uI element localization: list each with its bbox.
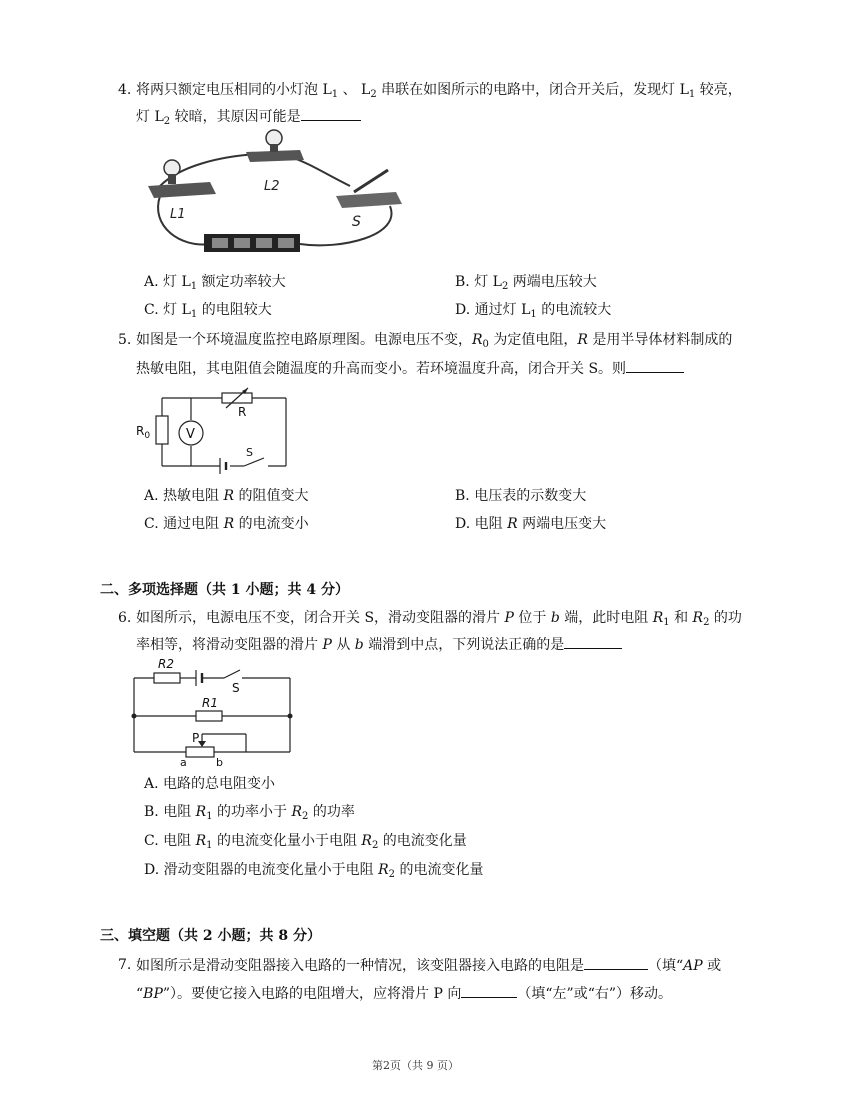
q4-option-d[interactable]: D. 通过灯 $L_1$ 的电流较大	[455, 302, 612, 320]
q6-label-s: S	[232, 681, 240, 695]
answer-blank-2[interactable]	[461, 983, 517, 998]
q7-number: 7.	[118, 957, 132, 973]
q5-label-r0: $R_0$	[136, 424, 151, 441]
page-footer: 第2页（共 9 页）	[372, 1059, 459, 1072]
answer-blank[interactable]	[301, 106, 361, 121]
q6-stem-line1: 如图所示，电源电压不变，闭合开关 S，滑动变阻器的滑片 P 位于 b 端，此时电阻 $R_1$ 和 $R_2$ 的功	[136, 610, 742, 628]
q6-label-r2: R2	[158, 657, 174, 671]
answer-blank[interactable]	[564, 634, 622, 649]
q4-stem-line2: 灯 $L_2$ 较暗，其原因可能是	[136, 106, 361, 127]
q6-label-p: P	[192, 731, 200, 745]
q5-option-d[interactable]: D. 电阻 R 两端电压变大	[455, 516, 607, 532]
q5-stem-line2: 热敏电阻，其电阻值会随温度的升高而变小。若环境温度升高，闭合开关 S。则	[136, 358, 684, 379]
q4-option-c[interactable]: C. 灯 $L_1$ 的电阻较大	[144, 302, 272, 320]
q6-circuit-figure	[128, 656, 298, 768]
q5-stem-line1: 如图是一个环境温度监控电路原理图。电源电压不变，$R_0$ 为定值电阻，R 是用半导体材料制成的	[136, 332, 733, 350]
q7-stem-line2: “BP”）。要使它接入电路的电阻增大，应将滑片 P 向 （填“左”或“右”）移动。	[136, 983, 672, 1004]
q5-circuit-figure	[134, 390, 294, 472]
q6-number: 6.	[118, 610, 132, 626]
q6-stem-line2: 率相等，将滑动变阻器的滑片 P 从 b 端滑到中点，下列说法正确的是	[136, 634, 622, 655]
answer-blank-1[interactable]	[584, 955, 648, 970]
q7-stem-line1: 如图所示是滑动变阻器接入电路的一种情况，该变阻器接入电路的电阻是 （填“AP 或	[136, 955, 721, 976]
q5-option-b[interactable]: B. 电压表的示数变大	[455, 488, 587, 504]
q6-label-a: a	[180, 756, 187, 769]
section-heading-fill-in: 三、填空题（共 2 小题；共 8 分）	[100, 928, 321, 944]
q5-option-a[interactable]: A. 热敏电阻 R 的阻值变大	[144, 488, 309, 504]
answer-blank[interactable]	[626, 358, 684, 373]
q4-label-L1: L1	[170, 207, 186, 222]
section-heading-multiple-choice: 二、多项选择题（共 1 小题；共 4 分）	[100, 582, 349, 598]
q4-number: 4.	[118, 82, 132, 98]
q4-label-L2: L2	[264, 179, 280, 194]
q6-option-a[interactable]: A. 电路的总电阻变小	[144, 776, 276, 792]
q4-option-b[interactable]: B. 灯 $L_2$ 两端电压较大	[455, 274, 597, 292]
q4-label-S: S	[352, 214, 361, 230]
q5-option-c[interactable]: C. 通过电阻 R 的电流变小	[144, 516, 309, 532]
q4-stem-line1: 将两只额定电压相同的小灯泡 $L_1$ 、 $L_2$ 串联在如图所示的电路中，闭合开关后，发现灯 $L_1$ 较亮，	[136, 82, 742, 100]
q5-label-r: R	[238, 405, 247, 419]
q5-number: 5.	[118, 332, 132, 348]
q6-option-b[interactable]: B. 电阻 $R_1$ 的功率小于 $R_2$ 的功率	[144, 804, 355, 822]
q6-label-r1: R1	[202, 696, 218, 710]
q5-label-voltmeter: V	[186, 427, 195, 442]
q6-option-c[interactable]: C. 电阻 $R_1$ 的电流变化量小于电阻 $R_2$ 的电流变化量	[144, 833, 467, 851]
q6-label-b: b	[216, 756, 223, 769]
q5-label-s: S	[246, 446, 253, 459]
q4-option-a[interactable]: A. 灯 $L_1$ 额定功率较大	[144, 274, 286, 292]
q6-option-d[interactable]: D. 滑动变阻器的电流变化量小于电阻 $R_2$ 的电流变化量	[144, 862, 484, 880]
q4-circuit-figure	[140, 126, 410, 260]
